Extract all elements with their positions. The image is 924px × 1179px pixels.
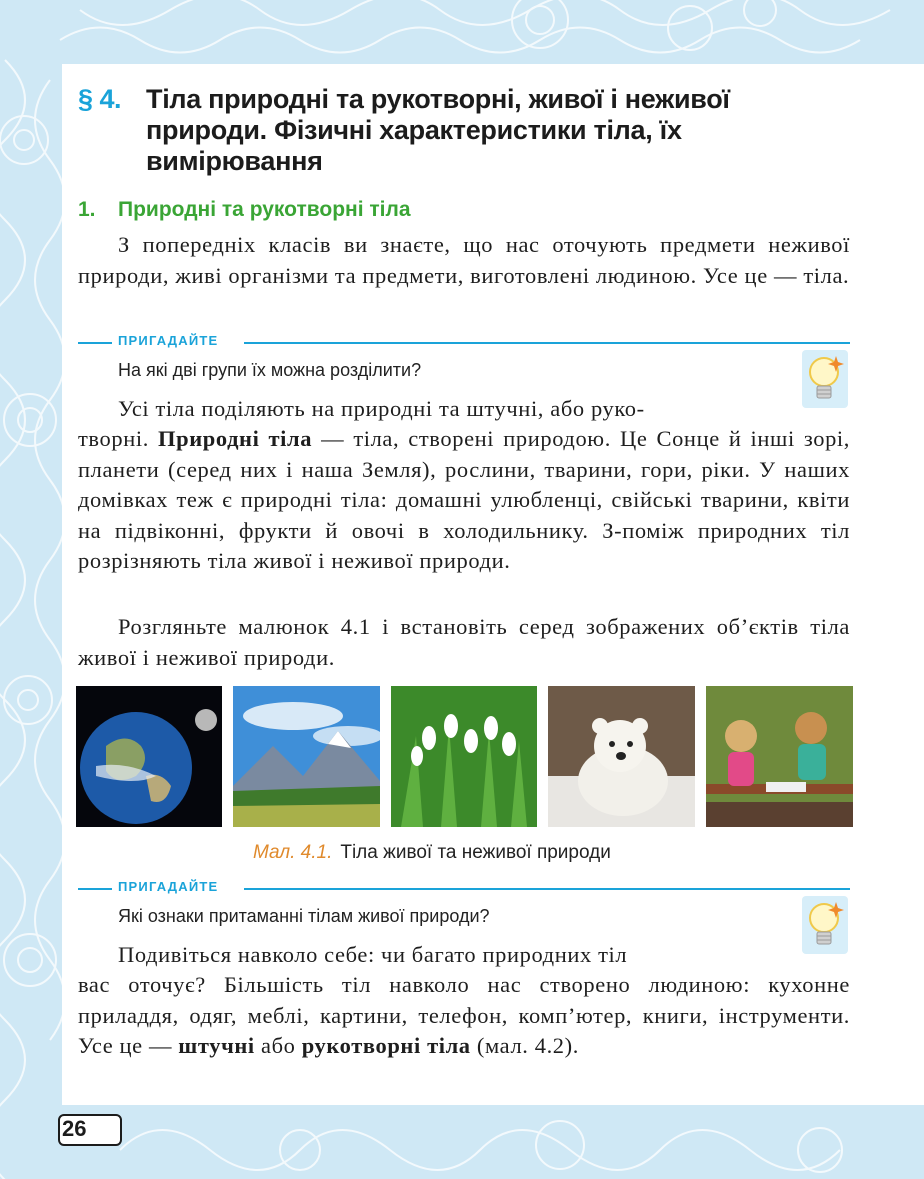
- figure-caption-text: Тіла живої та неживої природи: [340, 842, 611, 863]
- remember-divider-2: [78, 879, 850, 895]
- paragraph-natural-bodies: творні. Природні тіла — тіла, створені природою. Це Сонце й інші зорі, планети (серед них і наша Земля), рослини, тварини, гори, ріки. У наших домівках теж є природні тіла: домашні улюбленці, свійські тварини, квіти на підвіконні, фрукти й овочі в холодильнику. З-поміж природних тіл розрізняють тіла живої і неживої природи.: [78, 426, 850, 573]
- paragraph-man-made: вас оточує? Більшість тіл навколо нас створено людиною: кухонне приладдя, одяг, меблі, картини, телефон, комп’ютер, книги, інструменти. Усе це — штучні або рукотворні тіла (мал. 4.2).: [78, 972, 850, 1058]
- question-2: Які ознаки притаманні тілам живої природи?: [118, 906, 490, 926]
- lightbulb-icon: [802, 350, 848, 408]
- paragraph-intro: З попередніх класів ви знаєте, що нас оточують предмети неживої природи, живі організми та предмети, виготовлені людиною. Усе це — тіла.: [78, 232, 850, 288]
- snowdrop-flowers-photo: [391, 686, 537, 827]
- figure-label: Мал. 4.1.: [253, 842, 333, 863]
- section-number: § 4.: [78, 84, 122, 114]
- mountain-landscape-photo: [233, 686, 380, 827]
- term-artificial: штучні: [178, 1033, 255, 1058]
- question-1: На які дві групи їх можна розділити?: [118, 360, 422, 380]
- lightbulb-icon: [802, 896, 848, 954]
- remember-label: ПРИГАДАЙТЕ: [118, 333, 219, 348]
- subsection-heading: [78, 198, 411, 222]
- term-natural-bodies: Природні тіла: [157, 426, 313, 451]
- polar-bear-cub-photo: [548, 686, 695, 827]
- section-title: Тіла природні та рукотворні, живої і неживої природи. Фізичні характеристики тіла, їх вимірювання: [146, 84, 730, 176]
- children-on-bench-photo: [706, 686, 853, 827]
- figure-caption: [253, 842, 611, 864]
- remember-label: ПРИГАДАЙТЕ: [118, 879, 219, 894]
- paragraph-look-at-figure: Розгляньте малюнок 4.1 і встановіть серед зображених об’єктів тіла живої і неживої природи.: [78, 614, 850, 670]
- remember-divider-1: [78, 333, 850, 349]
- paragraph-natural-bodies-part1: Усі тіла поділяють на природні та штучні, або руко-: [118, 396, 645, 421]
- paragraph-man-made-part1: Подивіться навколо себе: чи багато природних тіл: [118, 942, 628, 967]
- earth-and-moon-photo: [76, 686, 222, 827]
- subsection-title: Природні та рукотворні тіла: [118, 198, 411, 221]
- page-number: 26: [62, 1116, 87, 1141]
- term-man-made-bodies: рукотворні тіла: [301, 1033, 471, 1058]
- subsection-number: 1.: [78, 198, 96, 221]
